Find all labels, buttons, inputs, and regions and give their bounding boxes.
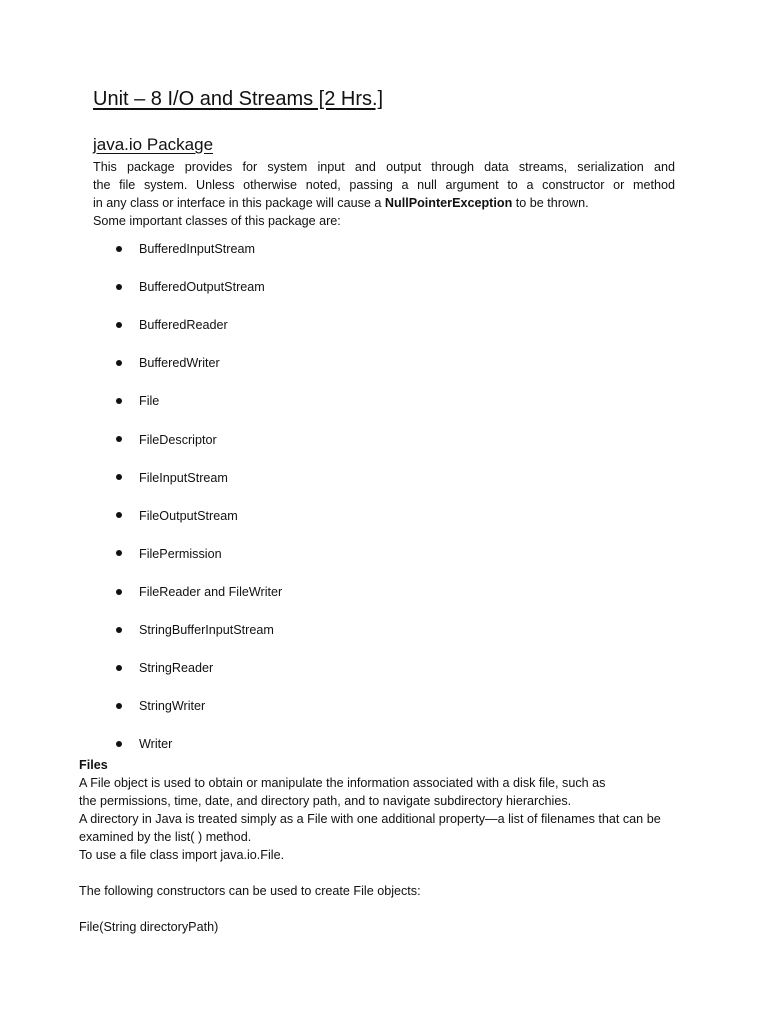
- intro-paragraph: [93, 158, 675, 230]
- constructor-signature: File(String directoryPath): [79, 920, 219, 934]
- files-line: The following constructors can be used to create File objects:: [79, 884, 421, 898]
- class-list-item: [116, 279, 265, 295]
- files-line: examined by the list( ) method.: [79, 830, 252, 844]
- intro-text: to be thrown.: [512, 196, 589, 210]
- class-name: StringWriter: [139, 699, 206, 714]
- class-list-item: [116, 736, 172, 752]
- class-name: FileOutputStream: [139, 508, 238, 523]
- files-line: To use a file class import java.io.File.: [79, 848, 285, 862]
- class-list-item: [116, 698, 205, 714]
- class-list-item: [116, 241, 255, 257]
- class-name: BufferedInputStream: [139, 242, 255, 256]
- files-line: the permissions, time, date, and directory path, and to navigate subdirectory hierarchies.: [79, 794, 572, 808]
- class-list-item: [116, 546, 222, 562]
- section-title: java.io Package: [93, 135, 214, 154]
- intro-line: [93, 194, 675, 212]
- files-line: A File object is used to obtain or manipulate the information associated with a disk file, such as: [79, 776, 606, 790]
- blank-line: [79, 864, 739, 882]
- class-name: BufferedReader: [139, 318, 228, 333]
- bullet-icon: [116, 284, 122, 290]
- bullet-icon: [116, 627, 122, 633]
- class-name: StringReader: [139, 661, 214, 676]
- class-name: File: [139, 394, 160, 409]
- bullet-icon: [116, 589, 122, 595]
- class-name: BufferedOutputStream: [139, 280, 265, 295]
- exception-name: NullPointerException: [384, 196, 513, 210]
- bullet-icon: [116, 246, 122, 252]
- bullet-icon: [116, 665, 122, 671]
- class-name: Writer: [139, 737, 173, 752]
- class-list-item: [116, 622, 274, 638]
- bullet-icon: [116, 703, 122, 709]
- class-name: FileReader and FileWriter: [139, 584, 283, 599]
- bullet-icon: [116, 741, 122, 747]
- class-name: FilePermission: [139, 546, 222, 561]
- intro-line: Some important classes of this package are:: [93, 214, 341, 228]
- class-list-item: [116, 508, 238, 524]
- bullet-icon: [116, 398, 122, 404]
- class-list-item: [116, 470, 228, 486]
- unit-title: Unit – 8 I/O and Streams [2 Hrs.]: [93, 88, 384, 110]
- intro-line: This package provides for system input and output through data streams, serialization and: [93, 160, 675, 174]
- files-line: A directory in Java is treated simply as a File with one additional property—a list of filenames that can be: [79, 812, 661, 826]
- bullet-icon: [116, 436, 122, 442]
- class-list-item: [116, 317, 228, 333]
- class-list-item: [116, 584, 282, 600]
- class-list-item: [116, 660, 213, 676]
- bullet-icon: [116, 360, 122, 366]
- class-name: FileInputStream: [139, 470, 228, 485]
- intro-text: in any class or interface in this package will cause a: [93, 196, 385, 210]
- class-name: BufferedWriter: [139, 356, 220, 371]
- class-name: StringBufferInputStream: [139, 623, 274, 637]
- bullet-icon: [116, 322, 122, 328]
- bullet-icon: [116, 550, 122, 556]
- class-name: FileDescriptor: [139, 432, 217, 447]
- intro-line: the file system. Unless otherwise noted, passing a null argument to a constructor or method: [93, 178, 675, 192]
- blank-line: [79, 900, 739, 918]
- files-heading: Files: [79, 758, 108, 772]
- bullet-icon: [116, 512, 122, 518]
- class-list-item: [116, 393, 159, 409]
- bullet-icon: [116, 474, 122, 480]
- class-list-item: [116, 355, 220, 371]
- files-section: [79, 756, 739, 936]
- class-list-item: [116, 432, 217, 448]
